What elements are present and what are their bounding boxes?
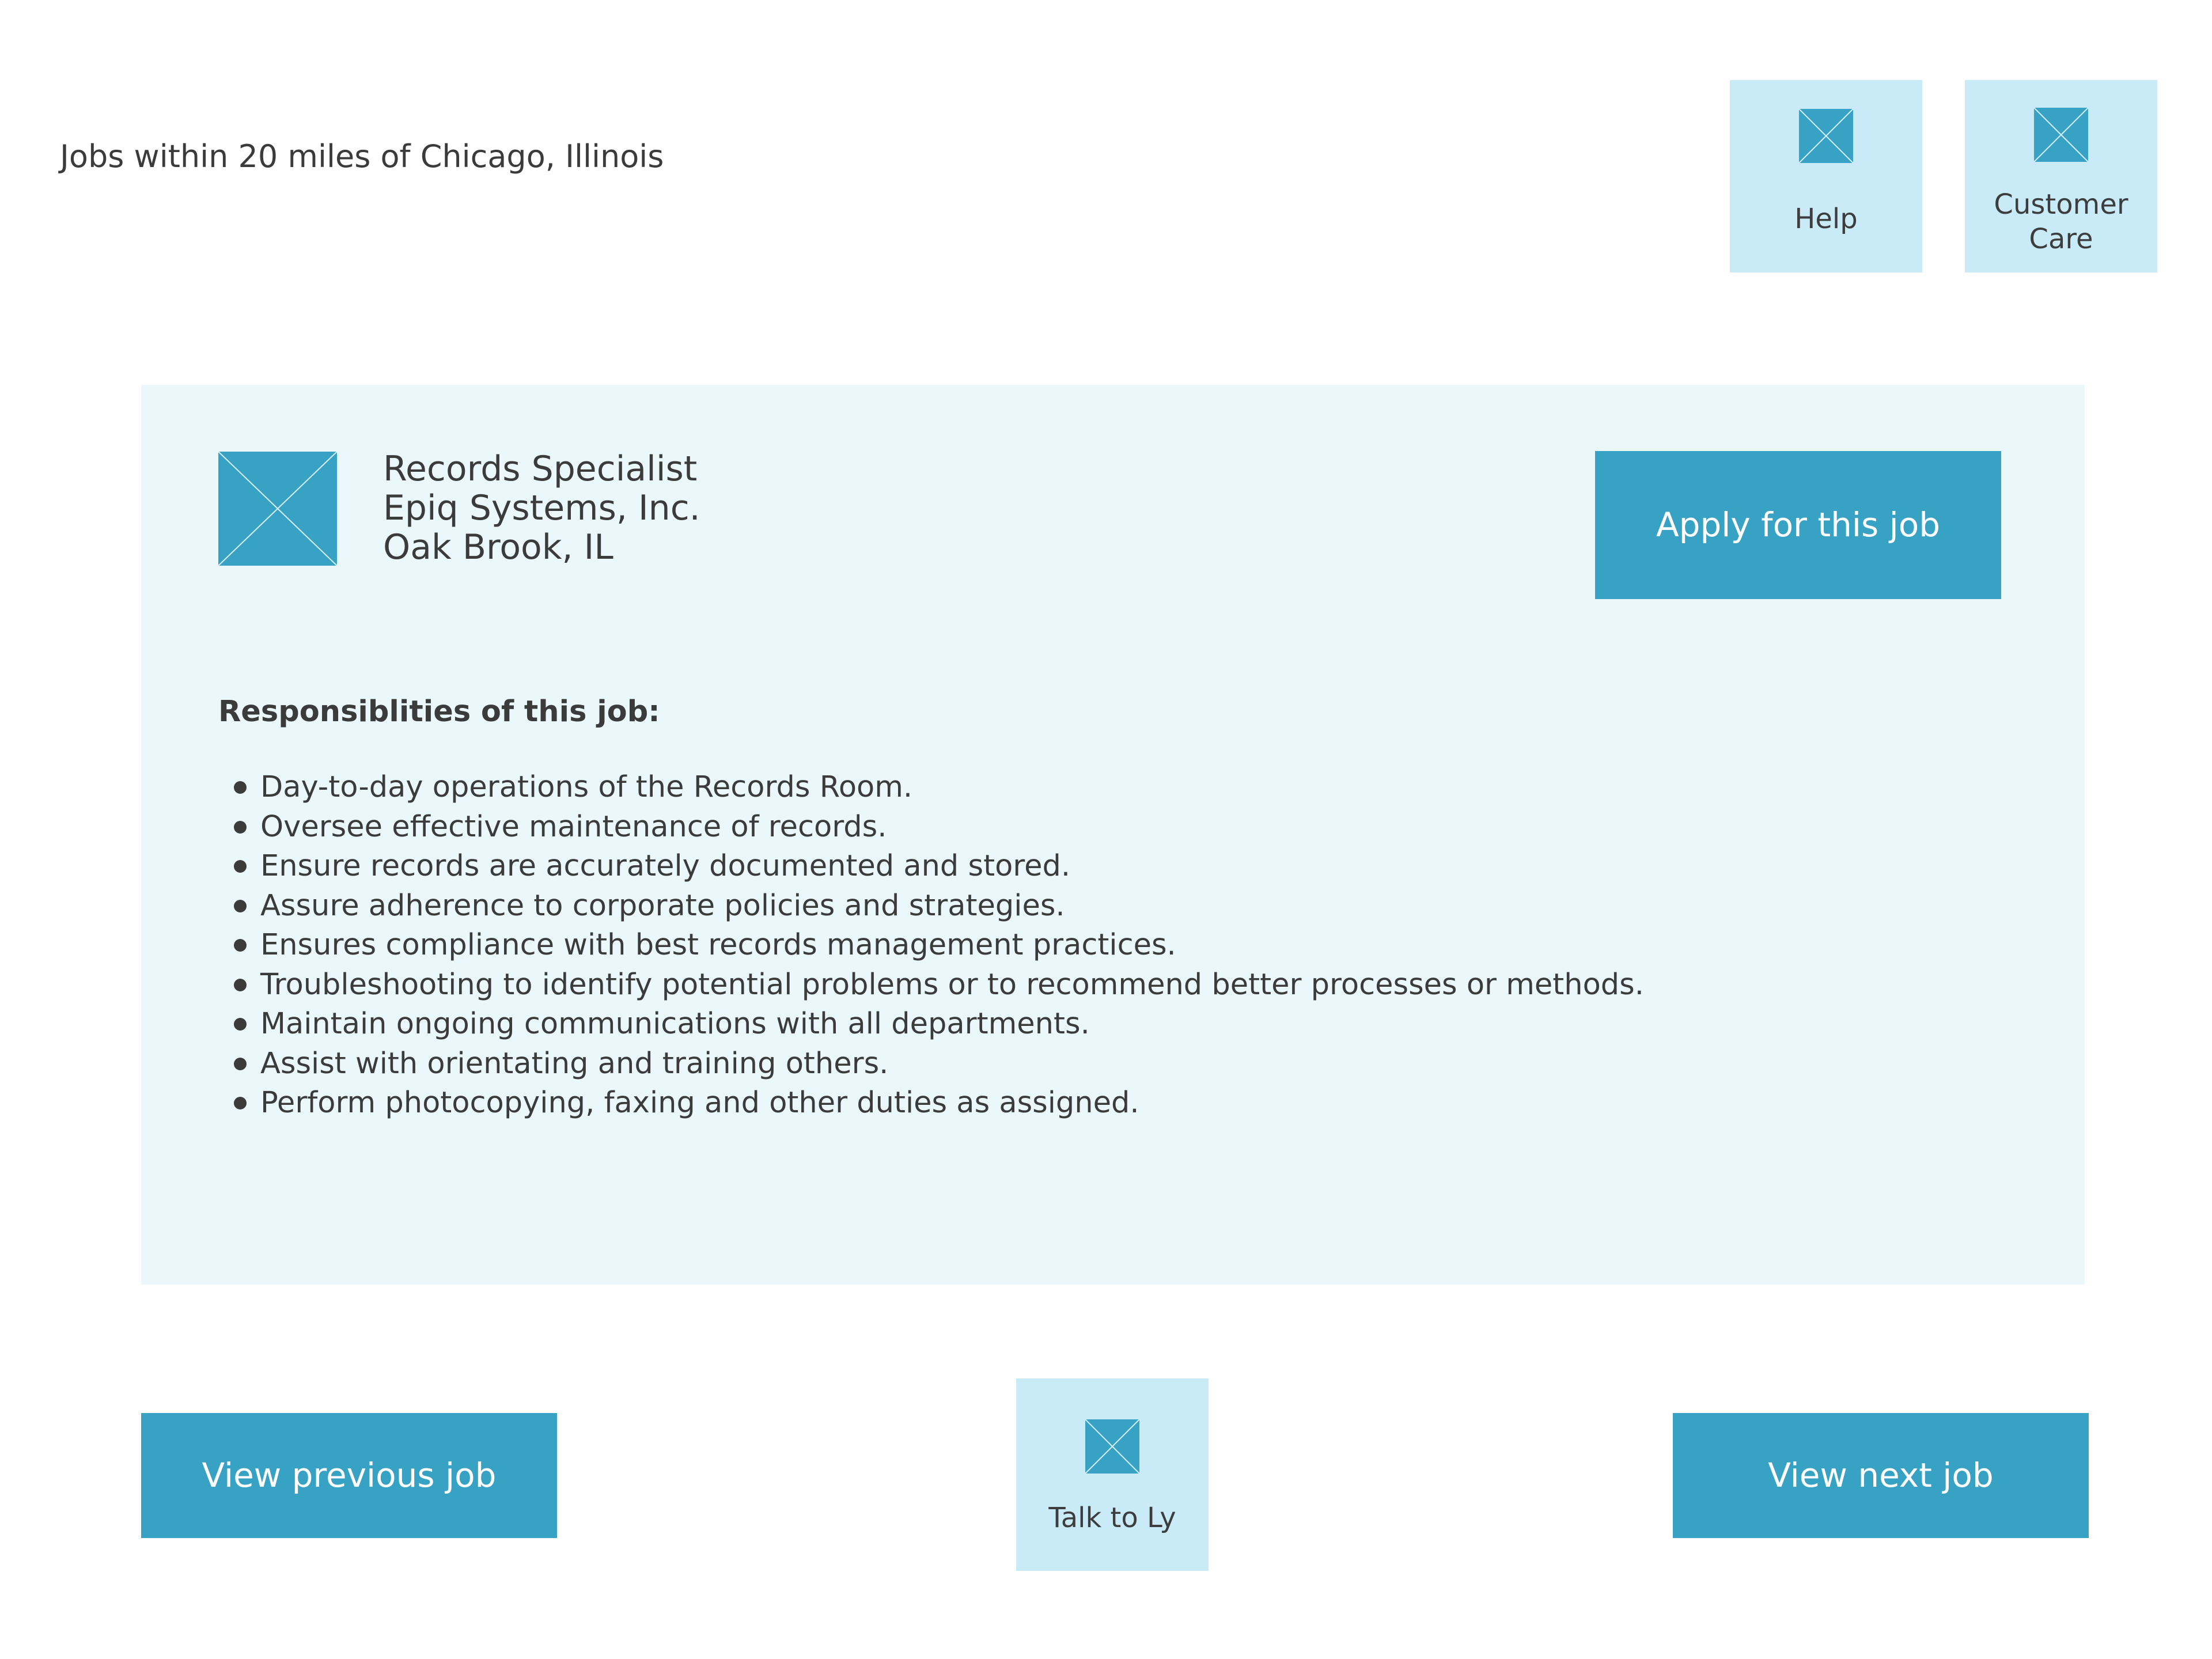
help-button[interactable] xyxy=(1730,80,1922,272)
list-item xyxy=(218,1005,1644,1044)
list-item xyxy=(218,1084,1644,1123)
list-item xyxy=(218,808,1644,847)
bullet-icon xyxy=(234,979,247,991)
responsibilities-list xyxy=(218,768,1644,1123)
talk-to-ly-label: Talk to Ly xyxy=(1048,1502,1176,1534)
list-item-text: Troubleshooting to identify potential problems or to recommend better processes or methods. xyxy=(260,967,1644,1002)
list-item-text: Day-to-day operations of the Records Room. xyxy=(260,770,913,804)
talk-to-ly-button[interactable] xyxy=(1016,1378,1209,1571)
list-item xyxy=(218,768,1644,808)
bullet-icon xyxy=(234,1097,247,1109)
company-name: Epiq Systems, Inc. xyxy=(383,488,700,528)
list-item-text: Assure adherence to corporate policies and strategies. xyxy=(260,888,1065,923)
view-previous-job-button[interactable]: View previous job xyxy=(141,1413,557,1538)
list-item-text: Oversee effective maintenance of records. xyxy=(260,809,887,844)
bullet-icon xyxy=(234,781,247,794)
bullet-icon xyxy=(234,900,247,912)
job-card xyxy=(141,385,2085,1285)
list-item xyxy=(218,847,1644,887)
page-title: Jobs within 20 miles of Chicago, Illinois xyxy=(60,138,664,175)
customer-care-label: Customer Care xyxy=(1994,188,2128,255)
list-item-text: Ensure records are accurately documented and stored. xyxy=(260,849,1071,883)
image-placeholder-icon xyxy=(2034,108,2088,162)
list-item-text: Ensures compliance with best records management practices. xyxy=(260,928,1176,962)
bullet-icon xyxy=(234,821,247,834)
job-title: Records Specialist xyxy=(383,449,698,489)
list-item xyxy=(218,1044,1644,1084)
company-logo-placeholder-icon xyxy=(218,452,337,566)
bullet-icon xyxy=(234,1018,247,1031)
bullet-icon xyxy=(234,860,247,873)
image-placeholder-icon xyxy=(1085,1419,1139,1474)
help-label: Help xyxy=(1794,203,1858,235)
list-item xyxy=(218,926,1644,965)
responsibilities-heading: Responsiblities of this job: xyxy=(218,695,660,729)
image-placeholder-icon xyxy=(1799,109,1853,163)
job-location: Oak Brook, IL xyxy=(383,527,613,567)
list-item-text: Perform photocopying, faxing and other duties as assigned. xyxy=(260,1086,1139,1120)
job-info xyxy=(383,449,700,567)
list-item xyxy=(218,887,1644,926)
bullet-icon xyxy=(234,1058,247,1070)
bullet-icon xyxy=(234,939,247,952)
list-item-text: Maintain ongoing communications with all departments. xyxy=(260,1007,1090,1041)
customer-care-button[interactable] xyxy=(1965,80,2157,272)
list-item xyxy=(218,965,1644,1005)
list-item-text: Assist with orientating and training others. xyxy=(260,1046,889,1081)
apply-button[interactable]: Apply for this job xyxy=(1595,451,2001,599)
view-next-job-button[interactable]: View next job xyxy=(1673,1413,2089,1538)
